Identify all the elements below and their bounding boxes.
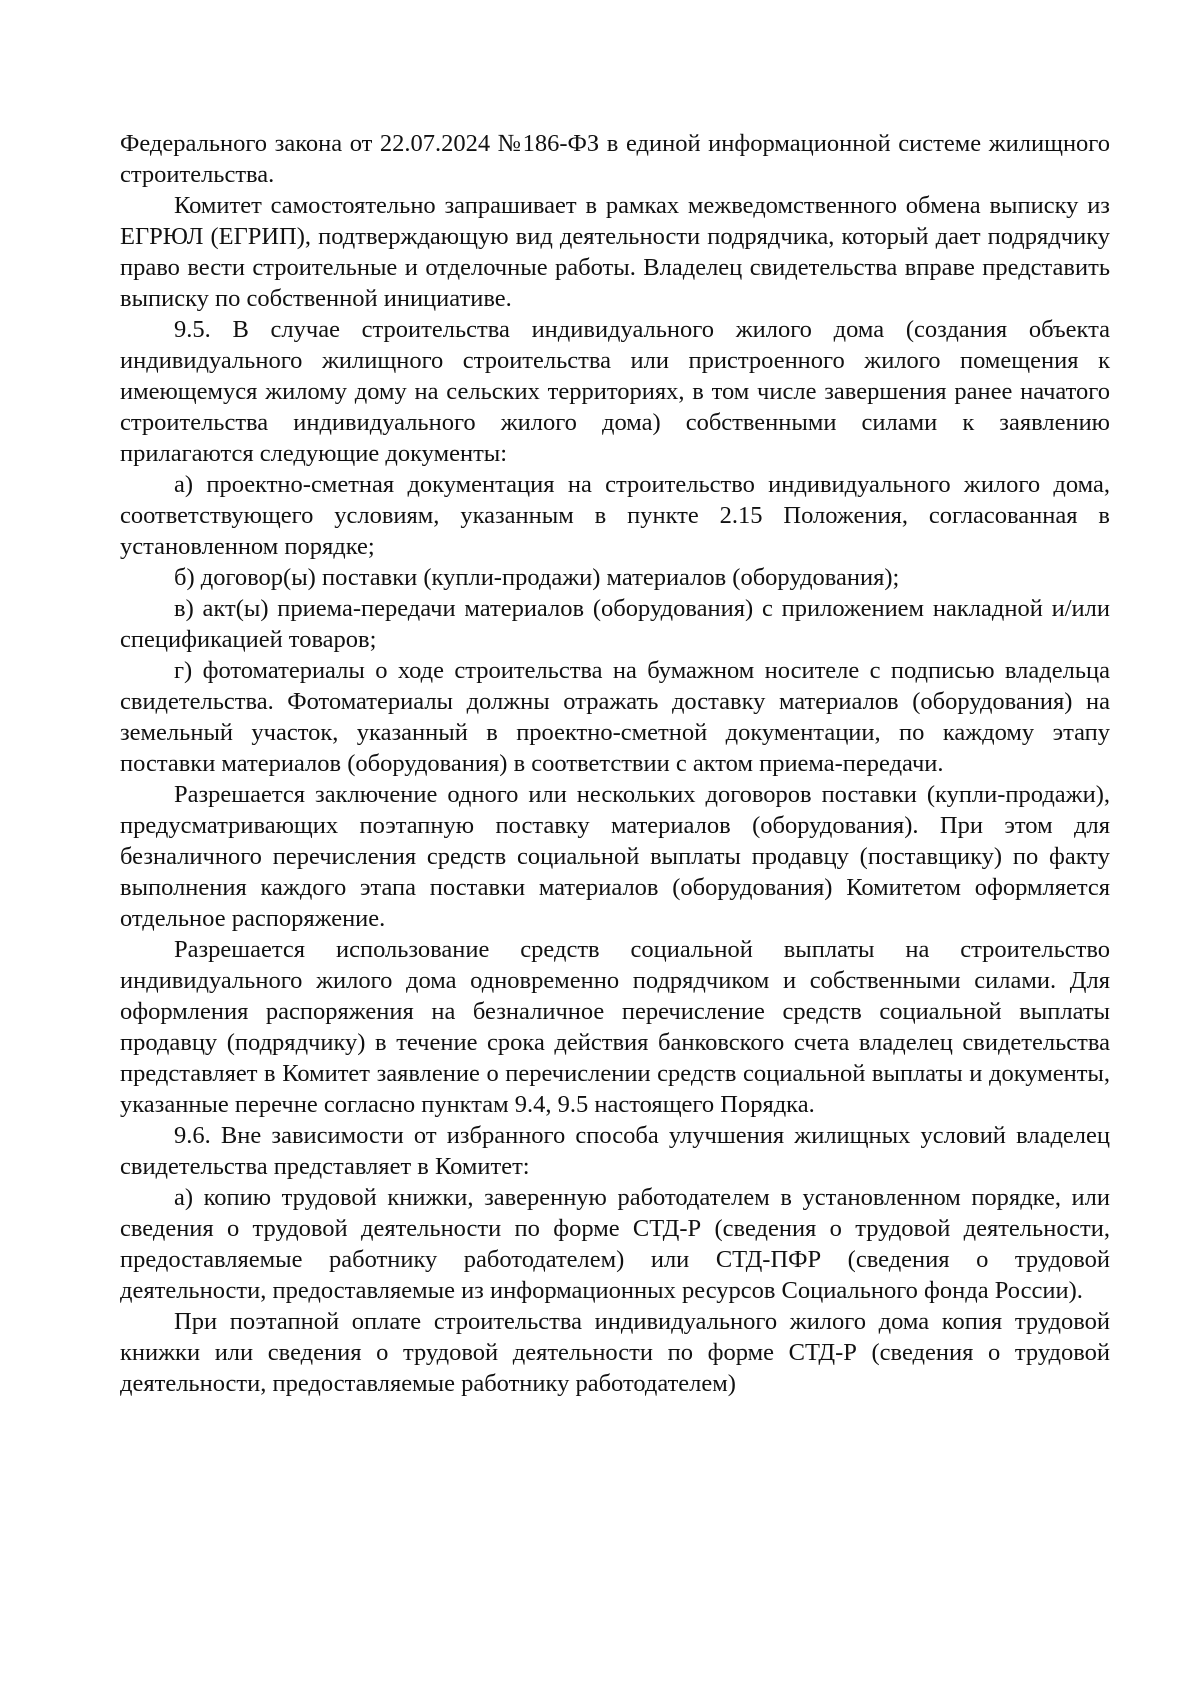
paragraph: При поэтапной оплате строительства индивидуального жилого дома копия трудовой книжки или сведения о трудовой деятельности по форме СТД-Р (сведения о трудовой деятельности, предоставляемые работнику работодателем): [120, 1308, 1110, 1397]
list-item-a: а) копию трудовой книжки, заверенную работодателем в установленном порядке, или сведения о трудовой деятельности по форме СТД-Р (сведения о трудовой деятельности, предоставляемые работнику работодателем) или СТД-ПФР (сведения о трудовой деятельности, предоставляемые из информационных ресурсов Социального фонда России).: [120, 1184, 1110, 1304]
document-body: [120, 128, 1110, 1399]
list-item-g: г) фотоматериалы о ходе строительства на бумажном носителе с подписью владельца свидетельства. Фотоматериалы должны отражать доставку материалов (оборудования) на земельный участок, указанный в проектно-сметной документации, по каждому этапу поставки материалов (оборудования) в соответствии с актом приема-передачи.: [120, 657, 1110, 777]
list-item-v: в) акт(ы) приема-передачи материалов (оборудования) с приложением накладной и/или спецификацией товаров;: [120, 595, 1110, 653]
list-item-a: а) проектно-сметная документация на строительство индивидуального жилого дома, соответствующего условиям, указанным в пункте 2.15 Положения, согласованная в установленном порядке;: [120, 471, 1110, 560]
paragraph-clause-9-5: 9.5. В случае строительства индивидуального жилого дома (создания объекта индивидуального жилищного строительства или пристроенного жилого помещения к имеющемуся жилому дому на сельских территориях, в том числе завершения ранее начатого строительства индивидуального жилого дома) собственными силами к заявлению прилагаются следующие документы:: [120, 316, 1110, 467]
list-item-b: б) договор(ы) поставки (купли-продажи) материалов (оборудования);: [174, 564, 900, 591]
paragraph-clause-9-6: 9.6. Вне зависимости от избранного способа улучшения жилищных условий владелец свидетельства представляет в Комитет:: [120, 1122, 1110, 1180]
paragraph: Разрешается заключение одного или нескольких договоров поставки (купли-продажи), предусматривающих поэтапную поставку материалов (оборудования). При этом для безналичного перечисления средств социальной выплаты продавцу (поставщику) по факту выполнения каждого этапа поставки материалов (оборудования) Комитетом оформляется отдельное распоряжение.: [120, 781, 1110, 932]
paragraph: Комитет самостоятельно запрашивает в рамках межведомственного обмена выписку из ЕГРЮЛ (ЕГРИП), подтверждающую вид деятельности подрядчика, который дает подрядчику право вести строительные и отделочные работы. Владелец свидетельства вправе представить выписку по собственной инициативе.: [120, 192, 1110, 312]
paragraph-continuation: Федерального закона от 22.07.2024 №186-ФЗ в единой информационной системе жилищного строительства.: [120, 130, 1110, 188]
paragraph: Разрешается использование средств социальной выплаты на строительство индивидуального жилого дома одновременно подрядчиком и собственными силами. Для оформления распоряжения на безналичное перечисление средств социальной выплаты продавцу (подрядчику) в течение срока действия банковского счета владелец свидетельства представляет в Комитет заявление о перечислении средств социальной выплаты и документы, указанные перечне согласно пунктам 9.4, 9.5 настоящего Порядка.: [120, 936, 1110, 1118]
